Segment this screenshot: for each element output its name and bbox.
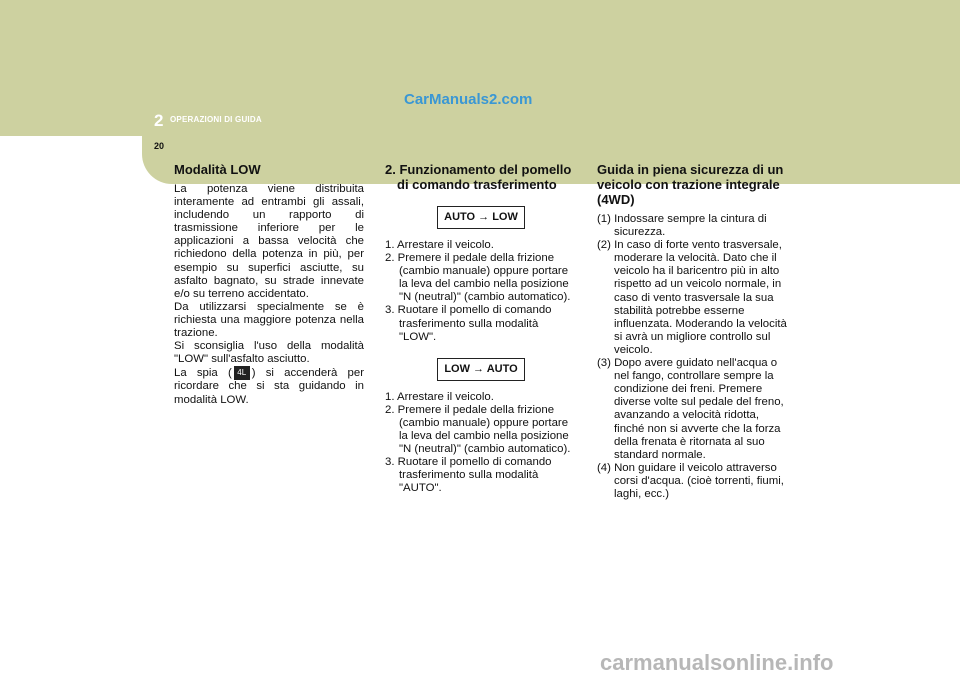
low-mode-para4	[174, 366, 364, 406]
list-item: 1. Arrestare il veicolo.	[385, 239, 494, 251]
auto-to-low-steps	[385, 239, 575, 344]
low-mode-para2: Da utilizzarsi specialmente se è richiesta una maggiore potenza nella trazione.	[174, 300, 364, 340]
list-item: (4) Non guidare il veicolo attraverso corsi d'acqua. (cioè torrenti, fiumi, laghi, ecc.)	[597, 461, 784, 500]
low-mode-heading: Modalità LOW	[174, 162, 261, 177]
footer-watermark[interactable]: carmanualsonline.info	[600, 650, 834, 675]
list-item: (3) Dopo avere guidato nell'acqua o nel fango, controllare sempre la condizione dei freni. Premere diverse volte sul pedale del freno, avanzando a velocità ridotta, finché non si avverte che la forza della frenata è ritornata al suo standard normale.	[597, 357, 784, 461]
header-band	[0, 0, 960, 148]
page-number-area	[0, 136, 142, 184]
low-to-auto-box: LOW → AUTO	[437, 358, 525, 381]
column-safe-driving	[597, 162, 787, 501]
list-item: 1. Arrestare il veicolo.	[385, 390, 494, 403]
low-mode-para3: Si sconsiglia l'uso della modalità "LOW" sull'asfalto asciutto.	[174, 340, 364, 366]
list-item: 3. Ruotare il pomello di comando trasferimento sulla modalità "LOW".	[385, 304, 552, 343]
list-item: 2. Premere il pedale della frizione (cambio manuale) oppure portare la leva del cambio nella posizione "N (neutral)" (cambio automatico).	[385, 403, 571, 456]
transfer-knob-heading: 2. Funzionamento del pomello di comando trasferimento	[385, 162, 572, 192]
para4-end: ) si accenderà per ricordare che si sta guidando in modalità LOW.	[174, 367, 364, 406]
chapter-number: 2	[154, 111, 164, 130]
chapter-title: OPERAZIONI DI GUIDA	[170, 115, 262, 124]
4l-indicator-icon: 4L	[234, 366, 250, 380]
list-item: (1) Indossare sempre la cintura di sicurezza.	[597, 213, 767, 239]
safe-driving-heading: Guida in piena sicurezza di un veicolo con trazione integrale (4WD)	[597, 162, 784, 207]
low-mode-para1: La potenza viene distribuita interamente ad entrambi gli assali, includendo un rapporto di trasmissione inferiore per le applicazioni a bassa velocità che richiedono della potenza in più, per esempio su superfici asciutte, su asfalto bagnato, su strade innevate e/o su terreno accidentato.	[174, 183, 364, 300]
column-low-mode	[174, 162, 364, 407]
low-to-auto-steps	[385, 391, 575, 496]
para4-start: La spia (	[174, 367, 232, 380]
list-item: 3. Ruotare il pomello di comando trasferimento sulla modalità "AUTO".	[385, 456, 552, 495]
column-transfer-knob	[385, 162, 575, 496]
site-watermark[interactable]: CarManuals2.com	[404, 91, 533, 108]
list-item: (2) In caso di forte vento trasversale, moderare la velocità. Dato che il veicolo ha il baricentro più in alto rispetto ad un veicolo normale, in caso di vento trasversale la sua stabilità potrebbe esserne influenzata. Moderando la velocità si avrà un migliore controllo sul veicolo.	[597, 239, 787, 356]
list-item: 2. Premere il pedale della frizione (cambio manuale) oppure portare la leva del cambio nella posizione "N (neutral)" (cambio automatico).	[385, 252, 571, 304]
safe-driving-list	[597, 213, 787, 501]
page-number: 20	[154, 141, 165, 151]
auto-to-low-box: AUTO → LOW	[437, 206, 525, 229]
